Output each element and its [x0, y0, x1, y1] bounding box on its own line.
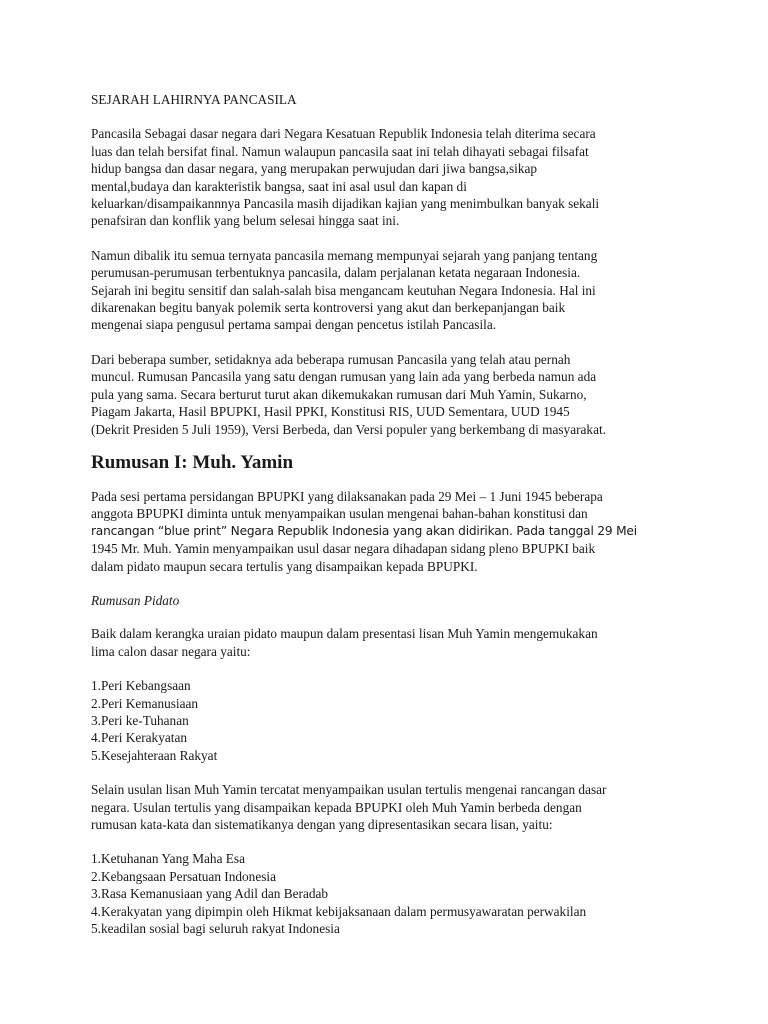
text-line: rumusan kata-kata dan sistematikanya dengan yang dipresentasikan secara lisan, yaitu: [91, 817, 553, 832]
text-line: dikarenakan begitu banyak polemik serta kontroversi yang akut dan berkepanjangan baik [91, 300, 566, 316]
list-item: 4.Peri Kerakyatan [91, 730, 187, 746]
text-line: Piagam Jakarta, Hasil BPUPKI, Hasil PPKI, Konstitusi RIS, UUD Sementara, UUD 1945 [91, 404, 570, 420]
list-item: 4.Kerakyatan yang dipimpin oleh Hikmat kebijaksanaan dalam permusyawaratan perwakilan [91, 903, 587, 919]
text-line: Namun dibalik itu semua ternyata pancasila memang mempunyai sejarah yang panjang tentang [91, 247, 598, 263]
document-page [91, 91, 691, 954]
intro-paragraph-1 [91, 125, 691, 229]
document-title: SEJARAH LAHIRNYA PANCASILA [91, 92, 297, 107]
list-item: 2.Kebangsaan Persatuan Indonesia [91, 868, 276, 884]
pidato-list [91, 677, 691, 764]
intro-paragraph-2 [91, 247, 691, 334]
text-line: penafsiran dan konflik yang belum selesai hingga saat ini. [91, 213, 400, 229]
section-paragraph [91, 488, 691, 575]
intro-paragraph-3 [91, 351, 691, 438]
text-line: muncul. Rumusan Pancasila yang satu dengan rumusan yang lain ada yang berbeda namun ada [91, 369, 597, 385]
text-line: keluarkan/disampaikannnya Pancasila masih dijadikan kajian yang menimbulkan banyak sekali [91, 196, 600, 212]
text-line: luas dan telah bersifat final. Namun walaupun pancasila saat ini telah dihayati sebagai filsafat [91, 143, 589, 159]
subheading-rumusan-pidato: Rumusan Pidato [91, 592, 180, 608]
pidato-paragraph [91, 625, 691, 660]
text-line: mental,budaya dan karakteristik bangsa, saat ini asal usul dan kapan di [91, 178, 467, 194]
text-line: anggota BPUPKI diminta untuk menyampaikan usulan mengenai bahan-bahan konstitusi dan [91, 506, 588, 522]
section-heading: Rumusan I: Muh. Yamin [91, 451, 294, 473]
list-item: 3.Rasa Kemanusiaan yang Adil dan Beradab [91, 886, 329, 902]
list-item: 5.Kesejahteraan Rakyat [91, 747, 218, 763]
text-line: lima calon dasar negara yaitu: [91, 643, 251, 659]
text-line: negara. Usulan tertulis yang disampaikan kepada BPUPKI oleh Muh Yamin berbeda dengan [91, 799, 582, 815]
text-line: perumusan-perumusan terbentuknya pancasila, dalam perjalanan ketata negaraan Indonesia. [91, 265, 581, 281]
list-item: 5.keadilan sosial bagi seluruh rakyat Indonesia [91, 921, 340, 937]
text-line: Pancasila Sebagai dasar negara dari Negara Kesatuan Republik Indonesia telah diterima secara [91, 126, 596, 142]
text-line: mengenai siapa pengusul pertama sampai dengan pencetus istilah Pancasila. [91, 317, 497, 333]
text-line: rancangan “blue print” Negara Republik Indonesia yang akan didirikan. Pada tanggal 29 Mei [91, 523, 637, 538]
tertulis-list [91, 850, 691, 937]
text-line: (Dekrit Presiden 5 Juli 1959), Versi Berbeda, dan Versi populer yang berkembang di masyarakat. [91, 421, 607, 437]
list-item: 1.Ketuhanan Yang Maha Esa [91, 851, 245, 867]
text-line: hidup bangsa dan dasar negara, yang merupakan perwujudan dari jiwa bangsa,sikap [91, 161, 538, 177]
text-line: Pada sesi pertama persidangan BPUPKI yang dilaksanakan pada 29 Mei – 1 Juni 1945 beberapa [91, 488, 603, 504]
text-line: Baik dalam kerangka uraian pidato maupun dalam presentasi lisan Muh Yamin mengemukakan [91, 626, 598, 642]
text-line: Selain usulan lisan Muh Yamin tercatat menyampaikan usulan tertulis mengenai rancangan dasar [91, 782, 607, 798]
text-line: 1945 Mr. Muh. Yamin menyampaikan usul dasar negara dihadapan sidang pleno BPUPKI baik [91, 541, 596, 557]
text-line: dalam pidato maupun secara tertulis yang disampaikan kepada BPUPKI. [91, 558, 478, 574]
list-item: 1.Peri Kebangsaan [91, 678, 191, 694]
text-line: Sejarah ini begitu sensitif dan salah-salah bisa mengancam keutuhan Negara Indonesia. Hal ini [91, 282, 596, 298]
list-item: 2.Peri Kemanusiaan [91, 695, 199, 711]
text-line: pula yang sama. Secara berturut turut akan dikemukakan rumusan dari Muh Yamin, Sukarno, [91, 386, 587, 402]
tertulis-paragraph [91, 781, 691, 833]
list-item: 3.Peri ke-Tuhanan [91, 712, 189, 728]
text-line: Dari beberapa sumber, setidaknya ada beberapa rumusan Pancasila yang telah atau pernah [91, 351, 571, 367]
